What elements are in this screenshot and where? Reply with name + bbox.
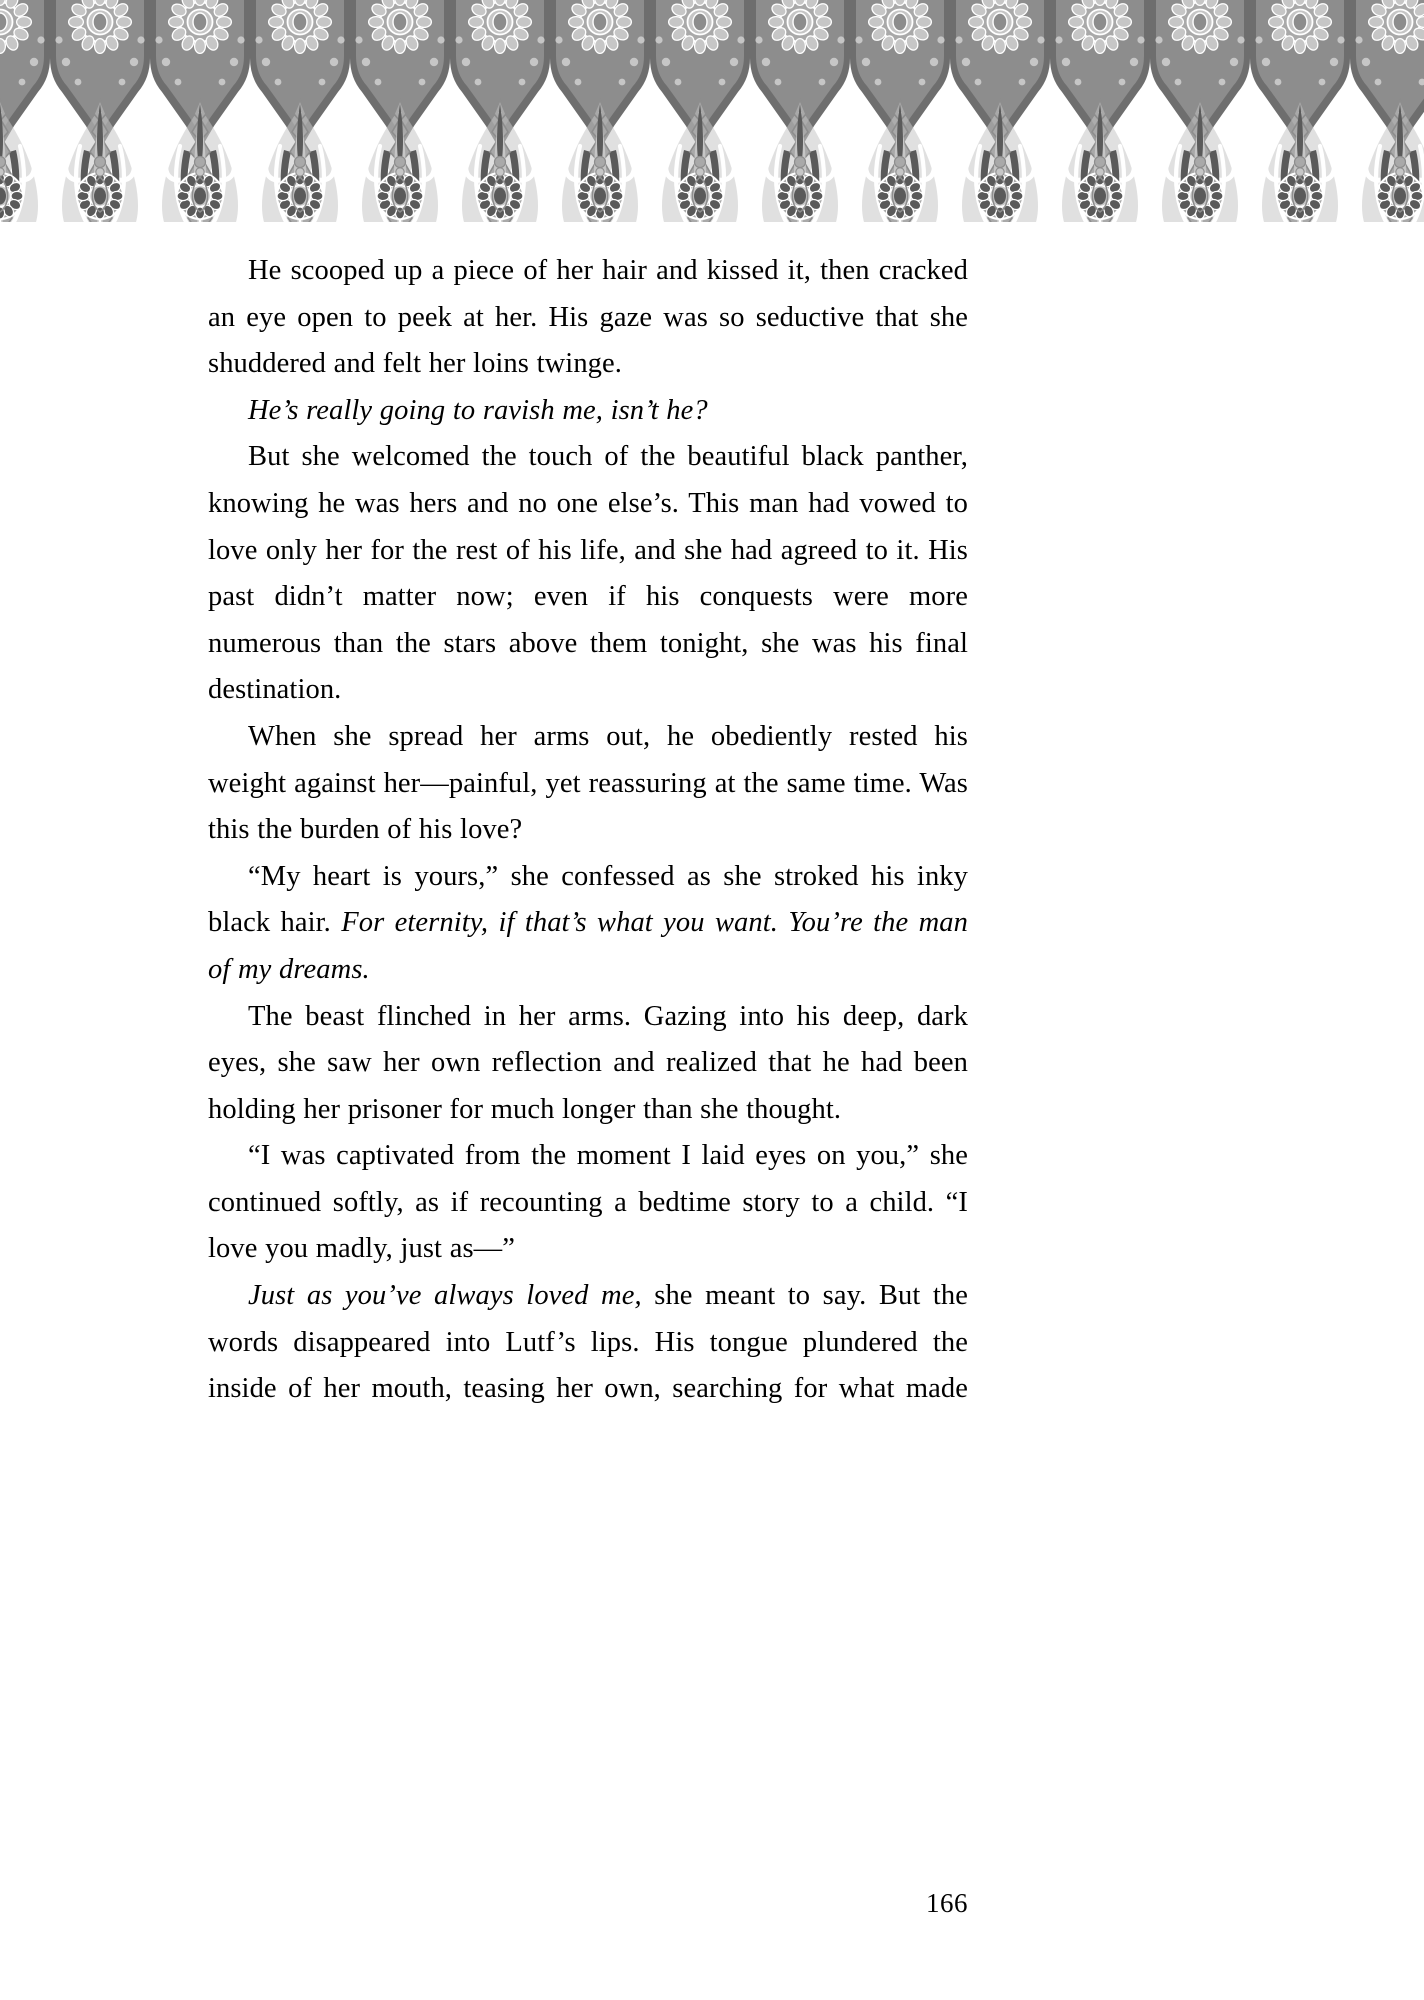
paragraph-8-run-roman: she meant to say. But the words disappeared into Lutf’s lips. His tongue plundered the inside of her mouth, teasing her own, searching for what made bbox=[208, 1280, 968, 1405]
page-number: 166 bbox=[926, 1888, 968, 1918]
paragraph-3: But she welcomed the touch of the beautiful black panther, knowing he was hers and no one else’s. This man had vowed to love only her for the rest of his life, and she had agreed to it. His past didn’t matter now; even if his conquests were more numerous than the stars above them tonight, she was his final destination. bbox=[208, 441, 968, 706]
paragraph-5-run-italic: For eternity, if that’s what you want. You’re the man of my dreams. bbox=[208, 907, 968, 985]
paragraph-8 bbox=[208, 1273, 968, 1413]
paragraph-2-inner-thought: He’s really going to ravish me, isn’t he? bbox=[248, 394, 708, 426]
paragraph-8-run-italic: Just as you’ve always loved me, bbox=[248, 1280, 642, 1312]
paragraph-6: The beast flinched in her arms. Gazing into his deep, dark eyes, she saw her own reflection and realized that he had been holding her prisoner for much longer than she thought. bbox=[208, 1000, 968, 1125]
paragraph-7: “I was captivated from the moment I laid eyes on you,” she continued softly, as if recounting a bedtime story to a child. “I love you madly, just as—” bbox=[208, 1140, 968, 1265]
paragraph-1: He scooped up a piece of her hair and kissed it, then cracked an eye open to peek at her. His gaze was so seductive that she shuddered and felt her loins twinge. bbox=[208, 255, 968, 380]
paragraph-5 bbox=[208, 854, 968, 994]
paisley-border-ornament bbox=[0, 0, 1424, 232]
paragraph-5-run-roman: “My heart is yours,” she confessed as she stroked his inky black hair. bbox=[208, 860, 968, 939]
body-text bbox=[208, 248, 968, 1413]
paragraph-4: When she spread her arms out, he obediently rested his weight against her—painful, yet reassuring at the same time. Was this the burden of his love? bbox=[208, 720, 968, 846]
ornament-repeat-row bbox=[0, 0, 1424, 232]
